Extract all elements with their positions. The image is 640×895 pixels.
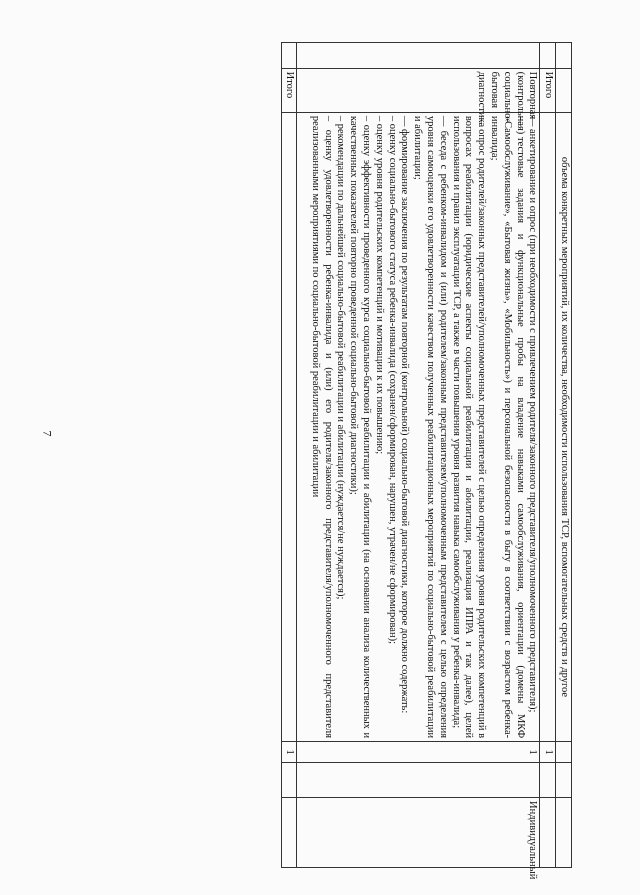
header-cell: объема конкретных мероприятий, их количества, необходимости использования ТСР, вспомогательных средств и другое <box>556 112 572 741</box>
total-label: Итого <box>281 68 297 112</box>
sub-list-item: – оценку социально-бытового статуса ребенка-инвалида (сохранен/сформирован, нарушен, утрачен/не сформирован); <box>386 115 398 644</box>
sub-list-item: – рекомендации по дальнейшей социально-бытовой реабилитации и абилитации (нуждается/не нуждается); <box>335 115 347 600</box>
section-content <box>297 112 540 741</box>
total-label: Итого <box>540 68 556 112</box>
rotated-table-container <box>92 42 572 880</box>
section-row <box>297 43 540 868</box>
section-form: Индивидуальный <box>297 798 540 868</box>
sub-list-item: – оценку уровня родительских компетенций и мотивации к их повышению; <box>373 115 385 455</box>
list-item: — опрос родителей/законных представителей/уполномоченных представителей с целью определения уровня родительских компетенций в вопросах реабилитации (юридические аспекты социальной реабилитации и абилитации, реализация ИПРА и так далее), целей использования и правил эксплуатации ТСР, а также в части повышения уровня развития навыка самообслуживания у ребенка-инвалида; <box>450 115 488 739</box>
section-name: Повторная (контрольная) социально-бытовая диагностика <box>297 68 540 112</box>
page-number: 7 <box>40 430 55 437</box>
rehabilitation-table <box>281 42 572 880</box>
sub-list-item: – оценку удовлетворенности ребенка-инвалида и (или) его родителя/законного представителя/уполномоченного представителя реализованными мероприятиями по социально-бытовой реабилитации и абилитации <box>309 115 334 739</box>
total-row-top <box>540 43 556 868</box>
list-item: — тестовые задания и функциональные пробы на владение навыками самообслуживания, ориентации (домены МКФ «Самообслуживание», «Бытовая жизнь», «Мобильность») и персональной безопасности в быту в соответствии с возрастом ребенка-инвалида; <box>489 115 526 739</box>
list-item: — беседа с ребенком-инвалидом и (или) родителем/законным представителем/уполномоченным представителем с целью определения уровня самооценки его удовлетворенности качеством полученных реабилитационных мероприятий по социально-бытовой реабилитации и абилитации; <box>412 115 449 739</box>
total-row-bottom <box>281 43 297 868</box>
section-count: 1 <box>297 742 540 763</box>
total-value: 1 <box>281 742 297 763</box>
sub-list-item: – оценку эффективности проведенного курса социально-бытовой реабилитации и абилитации (на основании анализа количественных и качественных показателей повторно проведенной социально-бытовой диагностики); <box>348 115 373 739</box>
list-item: — формирование заключения по результатам повторной (контрольной) социально-бытовой диагностики, которое должно содержать: <box>399 115 411 714</box>
total-value: 1 <box>540 742 556 763</box>
header-row <box>556 43 572 868</box>
list-item: — анкетирование и опрос (при необходимости с привлечением родителя/законного представителя/уполномоченного представителя); <box>527 115 539 713</box>
